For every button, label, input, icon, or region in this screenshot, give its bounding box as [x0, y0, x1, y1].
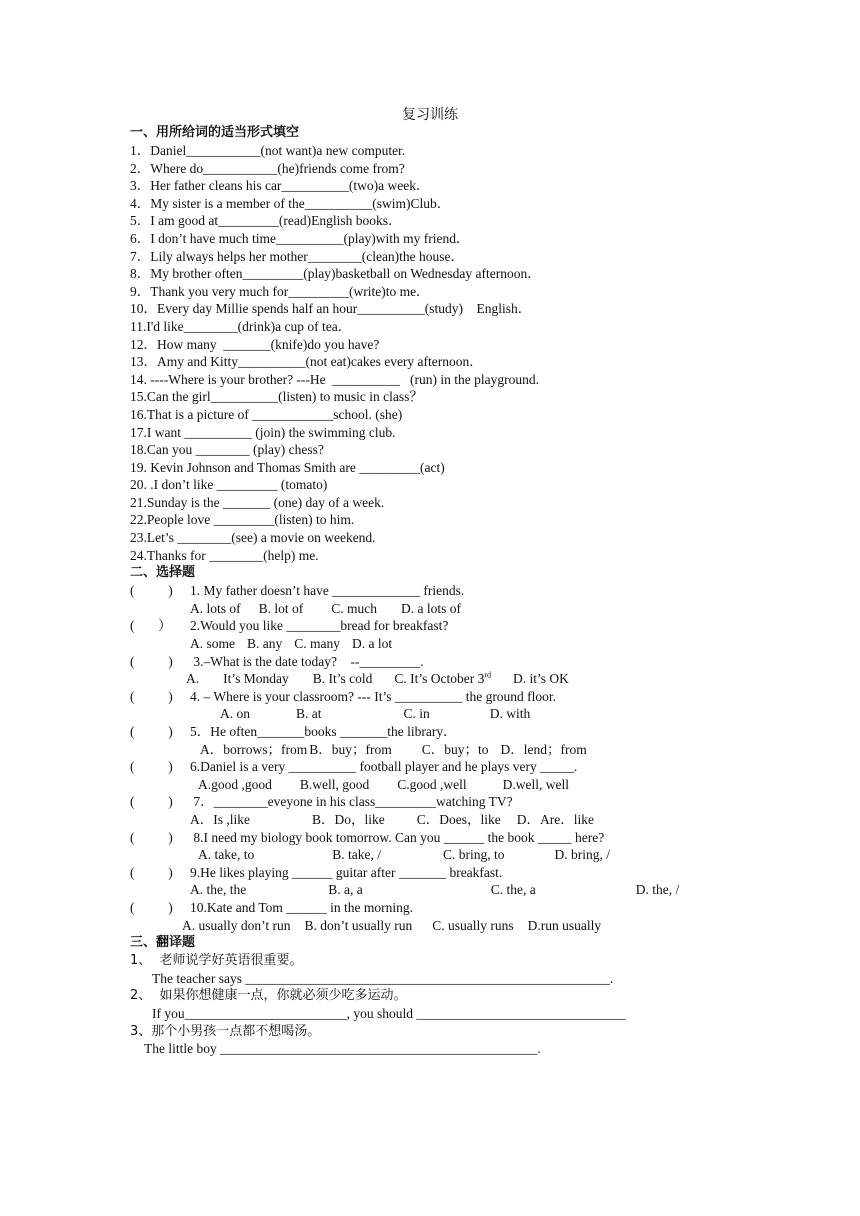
fill-in-item: 19. Kevin Johnson and Thomas Smith are _________(act)	[130, 459, 445, 475]
chinese-prompt: 1、 老师说学好英语很重要。	[130, 953, 303, 969]
option[interactable]: C. much	[331, 600, 378, 616]
question-line	[130, 653, 750, 671]
question-line	[130, 793, 750, 811]
worksheet-content	[130, 124, 750, 1058]
option[interactable]: D.run usually	[527, 917, 602, 933]
option[interactable]: C．Does，like	[416, 811, 501, 827]
question-text: 4. – Where is your classroom? --- It’s __________ the ground floor.	[190, 688, 557, 704]
answer-bracket[interactable]: ( ）	[130, 618, 172, 634]
options-line	[130, 705, 750, 723]
question-line	[130, 723, 750, 741]
question-text: 3.–What is the date today? --_________.	[190, 653, 424, 669]
option[interactable]: A．Is ,like	[190, 811, 250, 827]
option[interactable]: A. the, the	[190, 882, 247, 898]
answer-bracket[interactable]: ( )	[130, 864, 173, 880]
translation-section	[130, 952, 750, 1058]
option[interactable]: D．lend；from	[500, 741, 587, 757]
question-line	[130, 899, 750, 917]
option[interactable]: C．buy；to	[421, 741, 489, 757]
option[interactable]: It’s Monday	[223, 671, 289, 687]
option[interactable]: A. usually don’t run	[182, 917, 291, 933]
fill-in-item: 14. ----Where is your brother? ---He __________ (run) in the playground.	[130, 371, 540, 387]
fill-in-item: 11.I'd like________(drink)a cup of tea．	[130, 318, 352, 334]
options-line	[130, 846, 750, 864]
option[interactable]: C. It’s October 3	[394, 671, 485, 687]
translation-answer-line[interactable]: The little boy _______________________________________________.	[144, 1041, 541, 1057]
option[interactable]: B. take, /	[332, 847, 381, 863]
fill-in-item: 15.Can the girl__________(listen) to music in class？	[130, 389, 423, 405]
option[interactable]: C. many	[294, 636, 340, 652]
ordinal-suffix: rd	[484, 670, 492, 680]
fill-in-item: 5．I am good at_________(read)English books．	[130, 213, 402, 229]
question-line	[130, 758, 750, 776]
fill-in-item: 20. .I don’t like _________ (tomato)	[130, 477, 328, 493]
fill-in-item: 3．Her father cleans his car__________(two)a week．	[130, 178, 430, 194]
options-line	[130, 881, 750, 899]
question-text: 1. My father doesn’t have _____________ friends.	[190, 583, 465, 599]
section-heading: 二、选择题	[130, 565, 196, 581]
option[interactable]: B. at	[296, 706, 322, 722]
translation-answer-line[interactable]: If you________________________, you should _______________________________	[152, 1005, 626, 1021]
option[interactable]: D. bring, /	[554, 847, 611, 863]
fill-in-item: 17.I want __________ (join) the swimming club.	[130, 424, 396, 440]
option[interactable]: C.good ,well	[397, 776, 467, 792]
option[interactable]: A. lots of	[190, 600, 241, 616]
option[interactable]: A. on	[220, 706, 250, 722]
option[interactable]: A. take, to	[198, 847, 255, 863]
options-line	[130, 917, 750, 935]
question-text: 10.Kate and Tom ______ in the morning.	[190, 899, 414, 915]
question-line	[130, 582, 750, 600]
option[interactable]: B. don’t usually run	[304, 917, 413, 933]
fill-in-item: 10．Every day Millie spends half an hour__________(study) English．	[130, 301, 532, 317]
fill-in-item: 4．My sister is a member of the__________(swim)Club．	[130, 195, 451, 211]
option[interactable]: B. It’s cold	[312, 671, 373, 687]
fill-in-item: 6．I don’t have much time__________(play)with my friend．	[130, 230, 470, 246]
option[interactable]: D. a lots of	[401, 600, 462, 616]
option[interactable]: B.well, good	[299, 776, 370, 792]
option[interactable]: B. a, a	[328, 882, 363, 898]
fill-in-item: 22.People love _________(listen) to him.	[130, 512, 355, 528]
option[interactable]: C. in	[403, 706, 430, 722]
multiple-choice-section	[130, 582, 750, 934]
option[interactable]: D.well, well	[502, 776, 569, 792]
option[interactable]: C. bring, to	[443, 847, 505, 863]
fill-in-section	[130, 142, 750, 564]
answer-bracket[interactable]: ( )	[130, 583, 173, 599]
section-heading: 一、用所给词的适当形式填空	[130, 125, 300, 140]
option[interactable]: A．borrows；from	[200, 741, 308, 757]
question-text: 9.He likes playing ______ guitar after _______ breakfast.	[190, 864, 503, 880]
option[interactable]: D. the, /	[635, 882, 680, 898]
question-line	[130, 864, 750, 882]
fill-in-item: 24.Thanks for ________(help) me.	[130, 547, 319, 563]
answer-bracket[interactable]: ( )	[130, 653, 173, 669]
answer-bracket[interactable]: ( )	[130, 829, 173, 845]
options-line	[130, 635, 750, 653]
options-line	[130, 600, 750, 618]
fill-in-item: 12．How many _______(knife)do you have?	[130, 336, 380, 352]
answer-bracket[interactable]: ( )	[130, 899, 173, 915]
answer-bracket[interactable]: ( )	[130, 724, 173, 739]
options-line	[130, 670, 750, 688]
page-title: 复习训练	[402, 107, 458, 123]
option[interactable]: C. usually runs	[432, 917, 514, 933]
fill-in-item: 16.That is a picture of ____________school. (she)	[130, 406, 403, 422]
option[interactable]: D. a lot	[352, 636, 393, 652]
option[interactable]: B. any	[247, 636, 283, 652]
option[interactable]: B．buy；from	[309, 741, 392, 757]
options-line	[130, 776, 750, 794]
option[interactable]: B. lot of	[258, 600, 304, 616]
fill-in-item: 21.Sunday is the _______ (one) day of a week.	[130, 494, 385, 510]
section-heading: 三、翻译题	[130, 935, 196, 951]
option[interactable]: A.good ,good	[198, 776, 272, 792]
fill-in-item: 2．Where do___________(he)friends come from?	[130, 160, 405, 176]
question-text: 2.Would you like ________bread for breakfast?	[190, 618, 449, 634]
option[interactable]: A. some	[190, 636, 235, 652]
fill-in-item: 9．Thank you very much for_________(write)to me．	[130, 283, 430, 299]
question-text: 8.I need my biology book tomorrow. Can you ______ the book _____ here?	[190, 829, 605, 845]
question-text: 5．He often_______books _______the library．	[190, 724, 457, 739]
option[interactable]: D．Are．like	[516, 811, 594, 827]
question-line	[130, 617, 750, 635]
fill-in-item: 7．Lily always helps her mother________(clean)the house．	[130, 248, 465, 264]
answer-bracket[interactable]: ( )	[130, 759, 173, 775]
option[interactable]: D. with	[489, 706, 531, 722]
chinese-prompt: 3、那个小男孩一点都不想喝汤。	[130, 1023, 321, 1039]
answer-bracket[interactable]: ( )	[130, 688, 173, 704]
question-line	[130, 688, 750, 706]
option[interactable]: D. it’s OK	[513, 671, 569, 687]
question-text: 6.Daniel is a very __________ football player and he plays very _____.	[190, 759, 578, 775]
answer-bracket[interactable]: ( )	[130, 794, 173, 810]
chinese-prompt: 2、 如果你想健康一点，你就必须少吃多运动。	[130, 988, 407, 1004]
options-line	[130, 811, 750, 829]
option[interactable]: A.	[186, 671, 200, 687]
fill-in-item: 1．Daniel___________(not want)a new computer.	[130, 143, 406, 158]
fill-in-item: 23.Let’s ________(see) a movie on weekend.	[130, 530, 376, 546]
fill-in-item: 13．Amy and Kitty__________(not eat)cakes every afternoon．	[130, 354, 483, 370]
option[interactable]: C. the, a	[490, 882, 536, 898]
question-line	[130, 829, 750, 847]
translation-answer-line[interactable]: The teacher says ______________________________________________________.	[152, 970, 614, 986]
fill-in-item: 18.Can you ________ (play) chess?	[130, 442, 324, 458]
fill-in-item: 8．My brother often_________(play)basketball on Wednesday afternoon．	[130, 266, 541, 282]
options-line	[130, 741, 750, 759]
question-text: 7．________eveyone in his class_________watching TV?	[190, 794, 513, 810]
option[interactable]: B．Do，like	[312, 811, 385, 827]
